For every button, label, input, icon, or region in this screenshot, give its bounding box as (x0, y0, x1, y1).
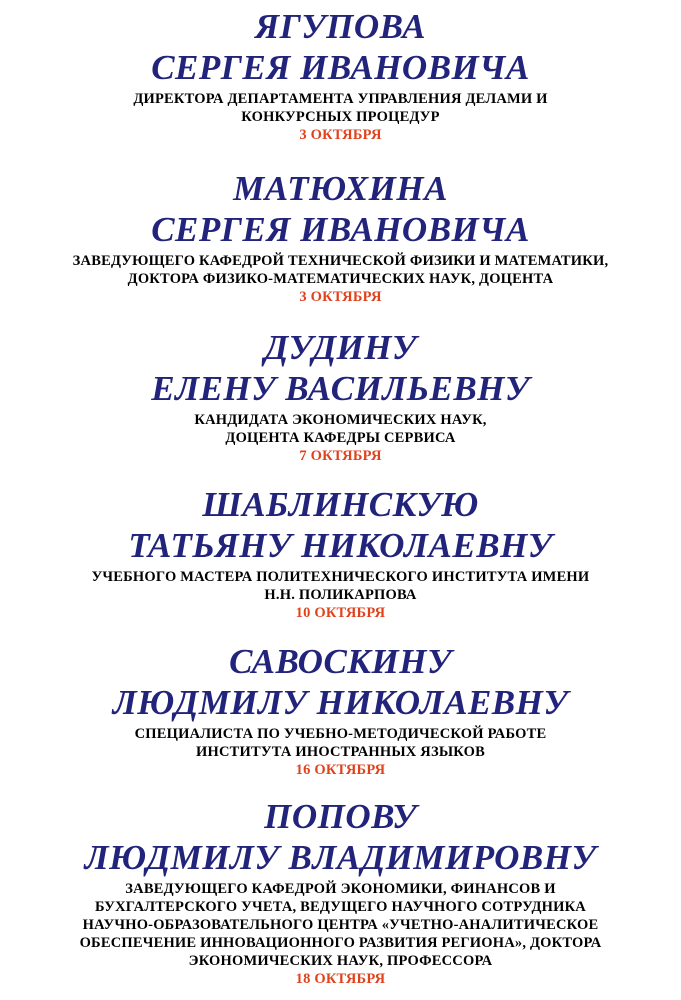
position-line: НАУЧНО-ОБРАЗОВАТЕЛЬНОГО ЦЕНТРА «УЧЕТНО-АНАЛИТИЧЕСКОЕ (82, 917, 599, 933)
person-given-names: СЕРГЕЯ ИВАНОВИЧА (151, 48, 530, 87)
person-surname: ПОПОВУ (264, 797, 417, 836)
position-line: КАНДИДАТА ЭКОНОМИЧЕСКИХ НАУК, (194, 412, 487, 428)
person-entry (0, 6, 681, 144)
position-line: ОБЕСПЕЧЕНИЕ ИННОВАЦИОННОГО РАЗВИТИЯ РЕГИОНА», ДОКТОРА (79, 935, 602, 951)
position-line: Н.Н. ПОЛИКАРПОВА (264, 587, 417, 603)
position-line: СПЕЦИАЛИСТА ПО УЧЕБНО-МЕТОДИЧЕСКОЙ РАБОТЕ (134, 726, 547, 742)
person-entry (0, 796, 681, 988)
person-position (0, 725, 681, 761)
position-line: БУХГАЛТЕРСКОГО УЧЕТА, ВЕДУЩЕГО НАУЧНОГО СОТРУДНИКА (95, 899, 586, 915)
person-surname: ШАБЛИНСКУЮ (202, 485, 479, 524)
person-position (0, 90, 681, 126)
birthday-date: 18 ОКТЯБРЯ (295, 971, 386, 987)
birthday-date: 16 ОКТЯБРЯ (295, 762, 386, 778)
person-surname: САВОСКИНУ (229, 642, 452, 681)
birthday-date: 10 ОКТЯБРЯ (295, 605, 386, 621)
person-given-names: ТАТЬЯНУ НИКОЛАЕВНУ (128, 526, 553, 565)
person-given-names: ЛЮДМИЛУ ВЛАДИМИРОВНУ (84, 838, 597, 877)
person-entry (0, 168, 681, 306)
position-line: ДОКТОРА ФИЗИКО-МАТЕМАТИЧЕСКИХ НАУК, ДОЦЕНТА (127, 271, 554, 287)
person-surname: ДУДИНУ (264, 328, 417, 367)
person-entry (0, 484, 681, 622)
person-surname: МАТЮХИНА (233, 169, 448, 208)
person-position (0, 411, 681, 447)
birthday-date: 3 ОКТЯБРЯ (299, 289, 382, 305)
position-line: КОНКУРСНЫХ ПРОЦЕДУР (241, 109, 440, 125)
person-given-names: ЕЛЕНУ ВАСИЛЬЕВНУ (151, 369, 530, 408)
position-line: ДИРЕКТОРА ДЕПАРТАМЕНТА УПРАВЛЕНИЯ ДЕЛАМИ И (133, 91, 548, 107)
position-line: ЗАВЕДУЮЩЕГО КАФЕДРОЙ ЭКОНОМИКИ, ФИНАНСОВ И (125, 881, 556, 897)
position-line: ИНСТИТУТА ИНОСТРАННЫХ ЯЗЫКОВ (196, 744, 485, 760)
person-given-names: СЕРГЕЯ ИВАНОВИЧА (151, 210, 530, 249)
person-entry (0, 327, 681, 465)
person-position (0, 568, 681, 604)
person-surname: ЯГУПОВА (255, 7, 426, 46)
position-line: ЗАВЕДУЮЩЕГО КАФЕДРОЙ ТЕХНИЧЕСКОЙ ФИЗИКИ И МАТЕМАТИКИ, (72, 253, 609, 269)
birthday-date: 3 ОКТЯБРЯ (299, 127, 382, 143)
person-position (0, 880, 681, 970)
position-line: ЭКОНОМИЧЕСКИХ НАУК, ПРОФЕССОРА (188, 953, 493, 969)
person-given-names: ЛЮДМИЛУ НИКОЛАЕВНУ (112, 683, 569, 722)
position-line: ДОЦЕНТА КАФЕДРЫ СЕРВИСА (225, 430, 456, 446)
position-line: УЧЕБНОГО МАСТЕРА ПОЛИТЕХНИЧЕСКОГО ИНСТИТУТА ИМЕНИ (91, 569, 590, 585)
person-entry (0, 641, 681, 779)
birthday-date: 7 ОКТЯБРЯ (299, 448, 382, 464)
person-position (0, 252, 681, 288)
